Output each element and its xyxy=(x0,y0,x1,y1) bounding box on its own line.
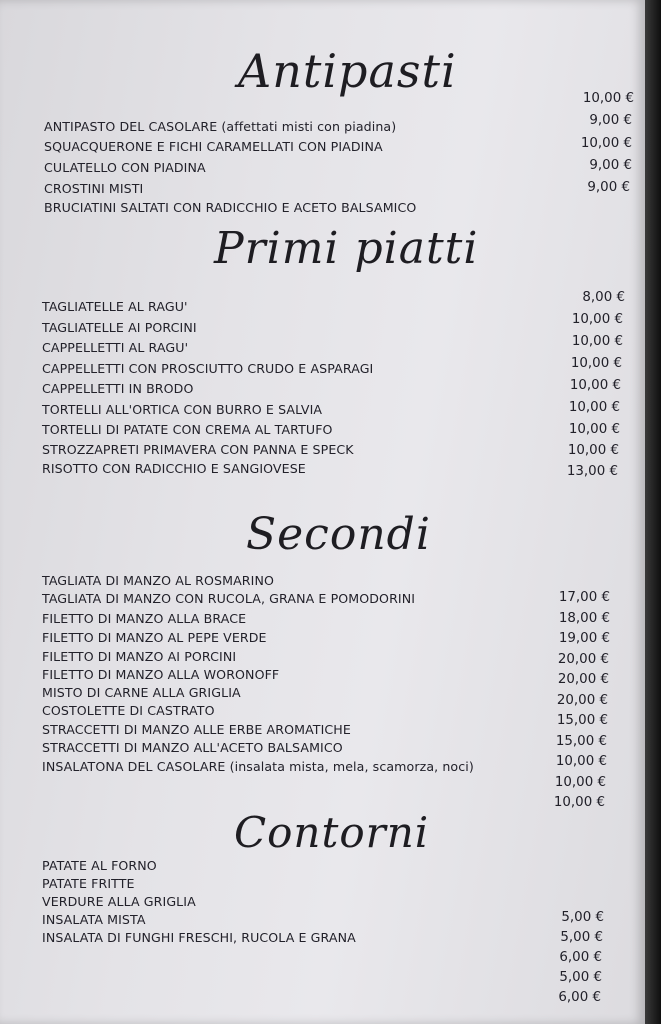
menu-item: VERDURE ALLA GRIGLIA xyxy=(42,894,196,909)
menu-price: 18,00 € xyxy=(558,611,610,626)
menu-price: 10,00 € xyxy=(571,334,623,349)
page-edge xyxy=(645,0,661,1024)
menu-item: ANTIPASTO DEL CASOLARE (affettati misti con piadina) xyxy=(44,119,397,134)
menu-price: 5,00 € xyxy=(560,930,603,945)
menu-item: STROZZAPRETI PRIMAVERA CON PANNA E SPECK xyxy=(42,442,354,457)
menu-price: 5,00 € xyxy=(561,910,604,925)
menu-price: 20,00 € xyxy=(557,652,609,667)
menu-price: 15,00 € xyxy=(556,713,608,728)
menu-item: FILETTO DI MANZO AI PORCINI xyxy=(42,649,237,664)
menu-item: STRACCETTI DI MANZO ALLE ERBE AROMATICHE xyxy=(42,722,351,737)
menu-item: PATATE AL FORNO xyxy=(42,858,157,873)
menu-item: TAGLIATELLE AI PORCINI xyxy=(42,320,197,335)
section-title-primi-piatti: Primi piatti xyxy=(214,223,479,274)
menu-price: 5,00 € xyxy=(559,970,602,985)
menu-item: TORTELLI DI PATATE CON CREMA AL TARTUFO xyxy=(42,422,333,437)
menu-price: 6,00 € xyxy=(558,990,601,1005)
menu-item: CAPPELLETTI CON PROSCIUTTO CRUDO E ASPARAGI xyxy=(42,361,374,376)
menu-price: 10,00 € xyxy=(553,795,605,810)
menu-price: 10,00 € xyxy=(568,400,620,415)
menu-item: INSALATONA DEL CASOLARE (insalata mista, mela, scamorza, noci) xyxy=(42,759,474,774)
menu-price: 6,00 € xyxy=(559,950,602,965)
menu-price: 15,00 € xyxy=(555,734,607,749)
menu-price: 10,00 € xyxy=(570,356,622,371)
menu-item: SQUACQUERONE E FICHI CARAMELLATI CON PIADINA xyxy=(44,139,383,154)
menu-item: TAGLIATA DI MANZO AL ROSMARINO xyxy=(42,573,274,588)
menu-price: 10,00 € xyxy=(580,136,632,151)
menu-price: 9,00 € xyxy=(589,158,632,173)
menu-price: 10,00 € xyxy=(555,754,607,769)
menu-price: 13,00 € xyxy=(566,464,618,479)
menu-price: 20,00 € xyxy=(556,693,608,708)
menu-price: 10,00 € xyxy=(569,378,621,393)
menu-price: 10,00 € xyxy=(567,443,619,458)
menu-item: FILETTO DI MANZO ALLA BRACE xyxy=(42,611,247,626)
menu-price: 9,00 € xyxy=(589,113,632,128)
section-title-secondi: Secondi xyxy=(246,509,431,560)
menu-item: CAPPELLETTI IN BRODO xyxy=(42,381,194,396)
menu-item: TAGLIATA DI MANZO CON RUCOLA, GRANA E POMODORINI xyxy=(42,591,416,606)
menu-item: PATATE FRITTE xyxy=(42,876,135,891)
section-title-antipasti: Antipasti xyxy=(238,44,457,98)
menu-item: INSALATA MISTA xyxy=(42,912,146,927)
menu-item: COSTOLETTE DI CASTRATO xyxy=(42,703,215,718)
menu-item: INSALATA DI FUNGHI FRESCHI, RUCOLA E GRANA xyxy=(42,930,356,945)
menu-item: STRACCETTI DI MANZO ALL'ACETO BALSAMICO xyxy=(42,740,343,755)
menu-item: TORTELLI ALL'ORTICA CON BURRO E SALVIA xyxy=(42,402,323,417)
menu-price: 9,00 € xyxy=(587,180,630,195)
menu-price: 17,00 € xyxy=(558,590,610,605)
menu-price: 10,00 € xyxy=(554,775,606,790)
section-title-contorni: Contorni xyxy=(234,808,430,857)
menu-item: FILETTO DI MANZO AL PEPE VERDE xyxy=(42,630,267,645)
menu-item: CAPPELLETTI AL RAGU' xyxy=(42,340,189,355)
menu-price: 19,00 € xyxy=(558,631,610,646)
menu-item: MISTO DI CARNE ALLA GRIGLIA xyxy=(42,685,241,700)
menu-price: 10,00 € xyxy=(571,312,623,327)
menu-price: 10,00 € xyxy=(568,422,620,437)
menu-item: BRUCIATINI SALTATI CON RADICCHIO E ACETO BALSAMICO xyxy=(44,200,417,215)
menu-item: FILETTO DI MANZO ALLA WORONOFF xyxy=(42,667,280,682)
menu-price: 8,00 € xyxy=(582,290,625,305)
menu-price: 20,00 € xyxy=(557,672,609,687)
menu-item: CULATELLO CON PIADINA xyxy=(44,160,206,175)
menu-item: CROSTINI MISTI xyxy=(44,181,144,196)
menu-price: 10,00 € xyxy=(582,91,634,106)
menu-item: TAGLIATELLE AL RAGU' xyxy=(42,299,188,314)
menu-item: RISOTTO CON RADICCHIO E SANGIOVESE xyxy=(42,461,306,476)
